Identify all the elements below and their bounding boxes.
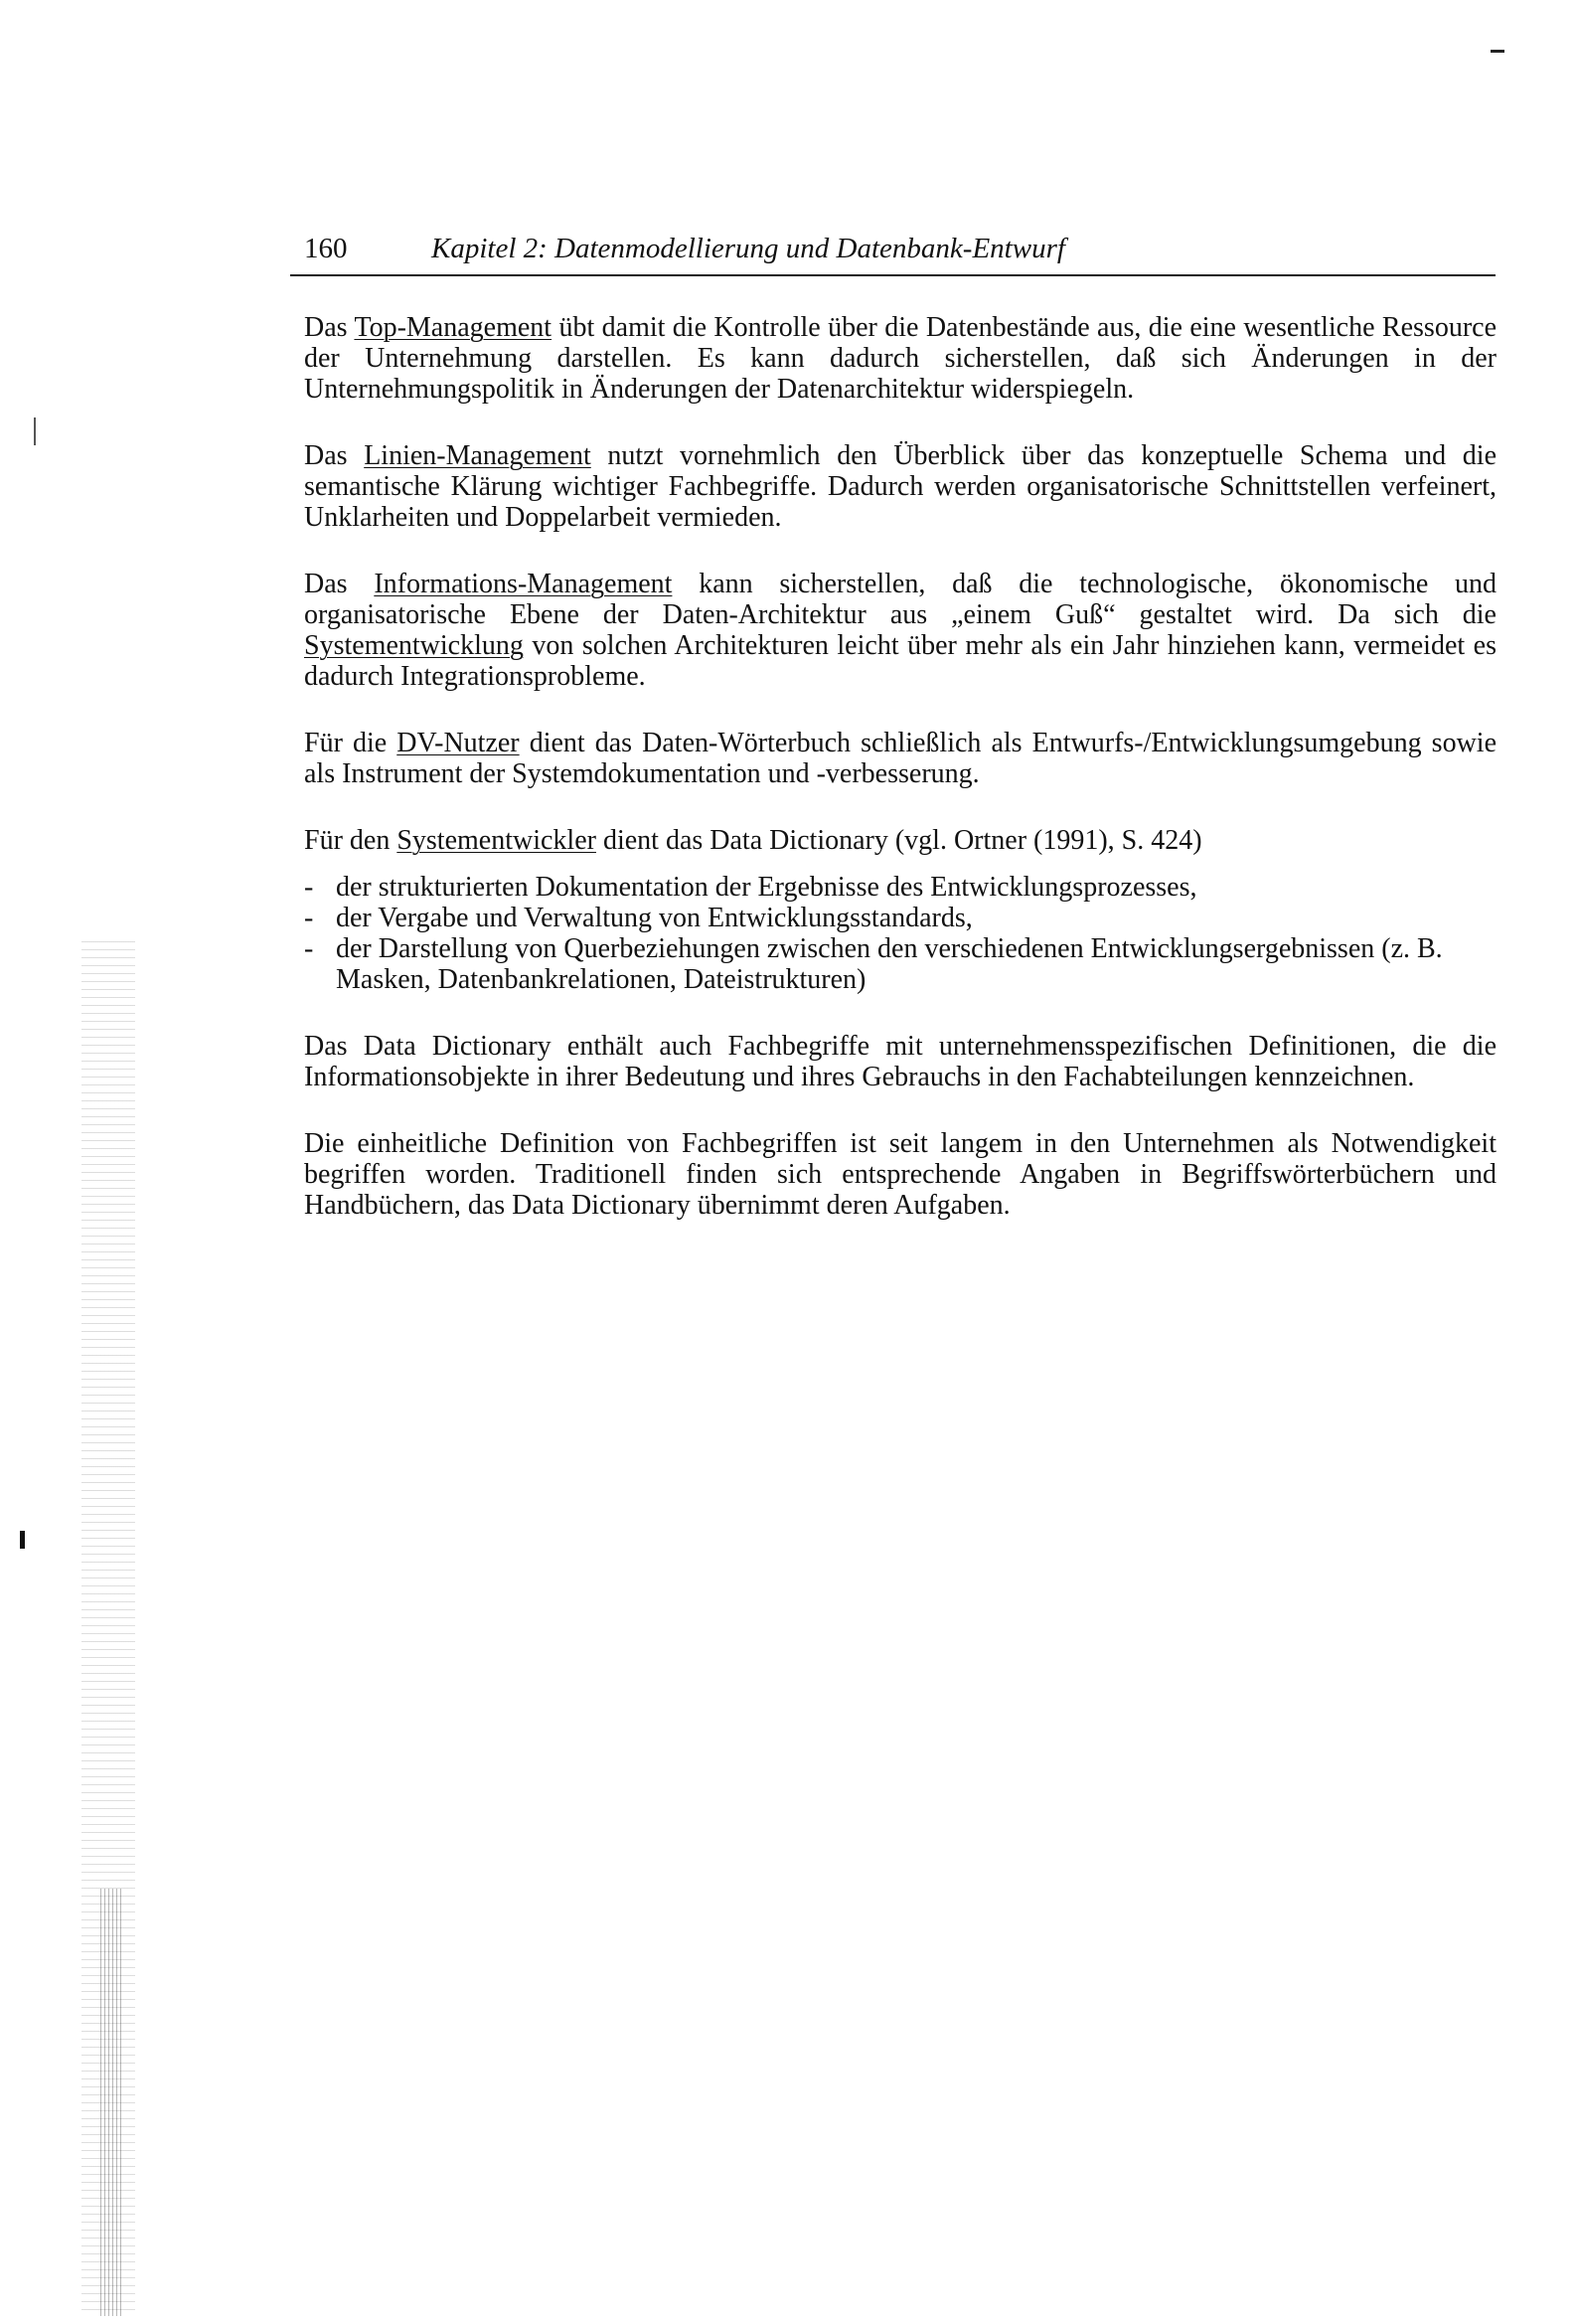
- term-systementwicklung: Systementwicklung: [304, 630, 524, 661]
- paragraph-dv-nutzer: [304, 728, 1497, 789]
- list-item: [304, 903, 1497, 933]
- paragraph-text: Das: [304, 440, 365, 471]
- term-systementwickler: Systementwickler: [396, 825, 596, 856]
- list-item-text: der Darstellung von Querbeziehungen zwischen den verschiedenen Entwicklungsergebnissen (z. B. Masken, Datenbankrelationen, Dateistrukturen): [336, 933, 1443, 995]
- running-title: Kapitel 2: Datenmodellierung und Datenbank-Entwurf: [431, 233, 1065, 264]
- page-header: [290, 231, 1496, 276]
- list-item-text: der Vergabe und Verwaltung von Entwicklungsstandards,: [336, 903, 973, 933]
- paragraph-text: Für den: [304, 825, 397, 856]
- paragraph-text: nutzt vornehmlich den Überblick über das konzeptuelle Schema und die semantische Klärung wichtiger Fachbegriffe. Dadurch werden organisatorische Schnittstellen verfeinert, Unklarheiten und Doppelarbeit vermieden.: [304, 440, 1498, 533]
- term-dv-nutzer: DV-Nutzer: [396, 728, 520, 758]
- paragraph-text: Das: [304, 312, 355, 343]
- paragraph-informations-management: [304, 569, 1497, 692]
- paragraph-linien-management: [304, 440, 1497, 533]
- term-linien-management: Linien-Management: [364, 440, 591, 471]
- term-top-management: Top-Management: [354, 312, 552, 343]
- paragraph-text: Für die: [304, 728, 397, 758]
- dictionary-uses-list: [304, 872, 1497, 995]
- scan-artefact-mark: [1491, 50, 1504, 53]
- scan-artefact-strip: [97, 1889, 121, 2316]
- paragraph-systementwickler: [304, 825, 1497, 856]
- term-informations-management: Informations-Management: [374, 569, 673, 599]
- scan-artefact-line: [34, 417, 36, 445]
- list-item-text: der strukturierten Dokumentation der Ergebnisse des Entwicklungsprozesses,: [336, 872, 1197, 903]
- paragraph-text: dient das Data Dictionary (vgl. Ortner (1991), S. 424): [595, 825, 1202, 856]
- paragraph-top-management: [304, 312, 1497, 405]
- list-dash: -: [304, 872, 314, 903]
- paragraph-text: Das: [304, 569, 375, 599]
- list-item: [304, 933, 1497, 995]
- paragraph-text: von solchen Architekturen leicht über mehr als ein Jahr hinziehen kann, vermeidet es dadurch Integrationsprobleme.: [304, 630, 1497, 692]
- paragraph-text: übt damit die Kontrolle über die Datenbestände aus, die eine wesentliche Ressource der Unternehmung darstellen. Es kann dadurch sicherstellen, daß sich Änderungen in der Unternehmungspolitik in Änderungen der Datenarchitektur widerspiegeln.: [304, 312, 1497, 405]
- list-dash: -: [304, 933, 314, 964]
- list-dash: -: [304, 903, 314, 933]
- page-number: 160: [304, 233, 348, 264]
- list-item: [304, 872, 1497, 903]
- body-text: [304, 312, 1497, 1256]
- scan-artefact-mark: [20, 1531, 25, 1549]
- paragraph-data-dictionary-fachbegriffe: Das Data Dictionary enthält auch Fachbegriffe mit unternehmensspezifischen Definitionen, die die Informationsobjekte in ihrer Bedeutung und ihres Gebrauchs in den Fachabteilungen kennzeichnen.: [304, 1031, 1497, 1092]
- paragraph-text: kann sicherstellen, daß die technologische, ökonomische und organisatorische Ebene der Daten-Architektur aus „einem Guß“ gestaltet wird. Da sich die: [304, 569, 1498, 630]
- paragraph-einheitliche-definition: Die einheitliche Definition von Fachbegriffen ist seit langem in den Unternehmen als Notwendigkeit begriffen worden. Traditionell finden sich entsprechende Angaben in Begriffswörterbüchern und Handbüchern, das Data Dictionary übernimmt deren Aufgaben.: [304, 1128, 1497, 1221]
- paragraph-text: dient das Daten-Wörterbuch schließlich als Entwurfs-/Entwicklungsumgebung sowie als Instrument der Systemdokumentation und -verbesserung.: [304, 728, 1497, 789]
